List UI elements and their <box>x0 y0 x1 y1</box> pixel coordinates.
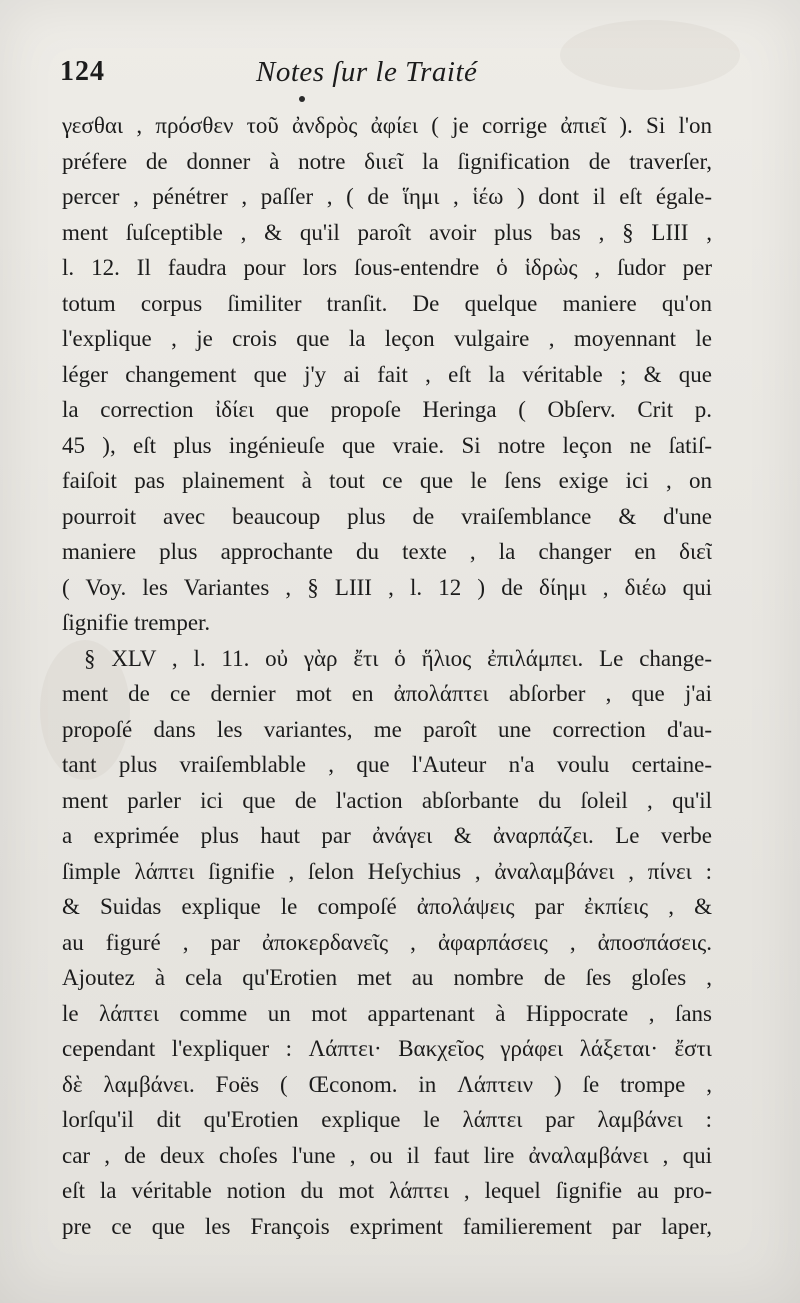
text-line: tant plus vraiſemblable , que l'Auteur n'a voulu certaine- <box>62 752 712 777</box>
text-line: ment ſuſceptible , & qu'il paroît avoir plus bas , § LIII , <box>62 219 712 245</box>
text-line: § XLV , l. 11. οὐ γὰρ ἔτι ὁ ἥλιος ἐπιλάμπει. Le change- <box>84 645 712 671</box>
text-line: l. 12. Il faudra pour lors ſous-entendre ὁ ἱδρὼς , ſudor per <box>62 255 712 280</box>
text-line: maniere plus approchante du texte , la changer en διεῖ <box>62 539 712 564</box>
text-line: faiſoit pas plainement à tout ce que le ſens exige ici , on <box>62 468 712 493</box>
text-line: & Suidas explique le compoſé ἀπολάψεις par ἐκπίεις , & <box>62 894 712 919</box>
text-line: 45 ), eſt plus ingénieuſe que vraie. Si notre leçon ne ſatiſ- <box>62 432 712 458</box>
text-line: car , de deux choſes l'une , ou il faut lire ἀναλαμβάνει , qui <box>62 1142 712 1168</box>
text-line: ſignifie tremper. <box>62 610 211 635</box>
text-line: pre ce que les François expriment familierement par laper, <box>62 1213 712 1239</box>
text-line: léger changement que j'y ai fait , eſt la véritable ; & que <box>62 361 712 387</box>
body-text <box>62 108 712 1244</box>
page-header <box>60 56 720 96</box>
text-line: ſimple λάπτει ſignifie , ſelon Heſychius , ἀναλαμβάνει , πίνει : <box>62 858 712 884</box>
text-line: γεσθαι , πρόσθεν τοῦ ἀνδρὸς ἀφίει ( je corrige ἀπιεῖ ). Si l'on <box>62 113 712 138</box>
text-line: cependant l'expliquer : Λάπτει· Βακχεῖος γράφει λάξεται· ἔστι <box>62 1036 712 1061</box>
text-line: la correction ἰδίει que propoſe Heringa ( Obſerv. Crit p. <box>62 397 712 422</box>
text-line: Ajoutez à cela qu'Erotien met au nombre de ſes gloſes , <box>62 965 712 990</box>
text-line: ( Voy. les Variantes , § LIII , l. 12 ) de δίημι , διέω qui <box>62 574 712 600</box>
text-line: le λάπτει comme un mot appartenant à Hippocrate , ſans <box>62 1000 712 1026</box>
text-line: percer , pénétrer , paſſer , ( de ἵημι , ἱέω ) dont il eſt égale- <box>62 184 712 209</box>
text-line: a exprimée plus haut par ἀνάγει & ἀναρπάζει. Le verbe <box>62 823 712 848</box>
text-line: ment de ce dernier mot en ἀπολάπτει abſorber , que j'ai <box>62 681 712 706</box>
text-line: δὲ λαμβάνει. Foës ( Œconom. in Λάπτειν ) ſe trompe , <box>62 1071 712 1097</box>
page-number: 124 <box>60 56 105 87</box>
text-line: l'explique , je crois que la leçon vulgaire , moyennant le <box>62 326 712 351</box>
text-line: pourroit avec beaucoup plus de vraiſemblance & d'une <box>62 503 712 529</box>
text-line: totum corpus ſimiliter tranſit. De quelque maniere qu'on <box>62 290 712 316</box>
text-line: lorſqu'il dit qu'Erotien explique le λάπτει par λαμβάνει : <box>62 1107 712 1132</box>
running-title: Notes ſur le Traité <box>256 56 478 88</box>
text-line: au figuré , par ἀποκερδανεῖς , ἀφαρπάσεις , ἀποσπάσεις. <box>62 929 712 955</box>
text-line: ment parler ici que de l'action abſorbante du ſoleil , qu'il <box>62 787 712 813</box>
text-line: propoſé dans les variantes, me paroît une correction d'au- <box>62 716 712 742</box>
text-line: préfere de donner à notre διιεῖ la ſignification de traverſer, <box>62 148 712 174</box>
text-line: eſt la véritable notion du mot λάπτει , lequel ſignifie au pro- <box>62 1178 712 1203</box>
ornament-dot <box>299 96 305 102</box>
